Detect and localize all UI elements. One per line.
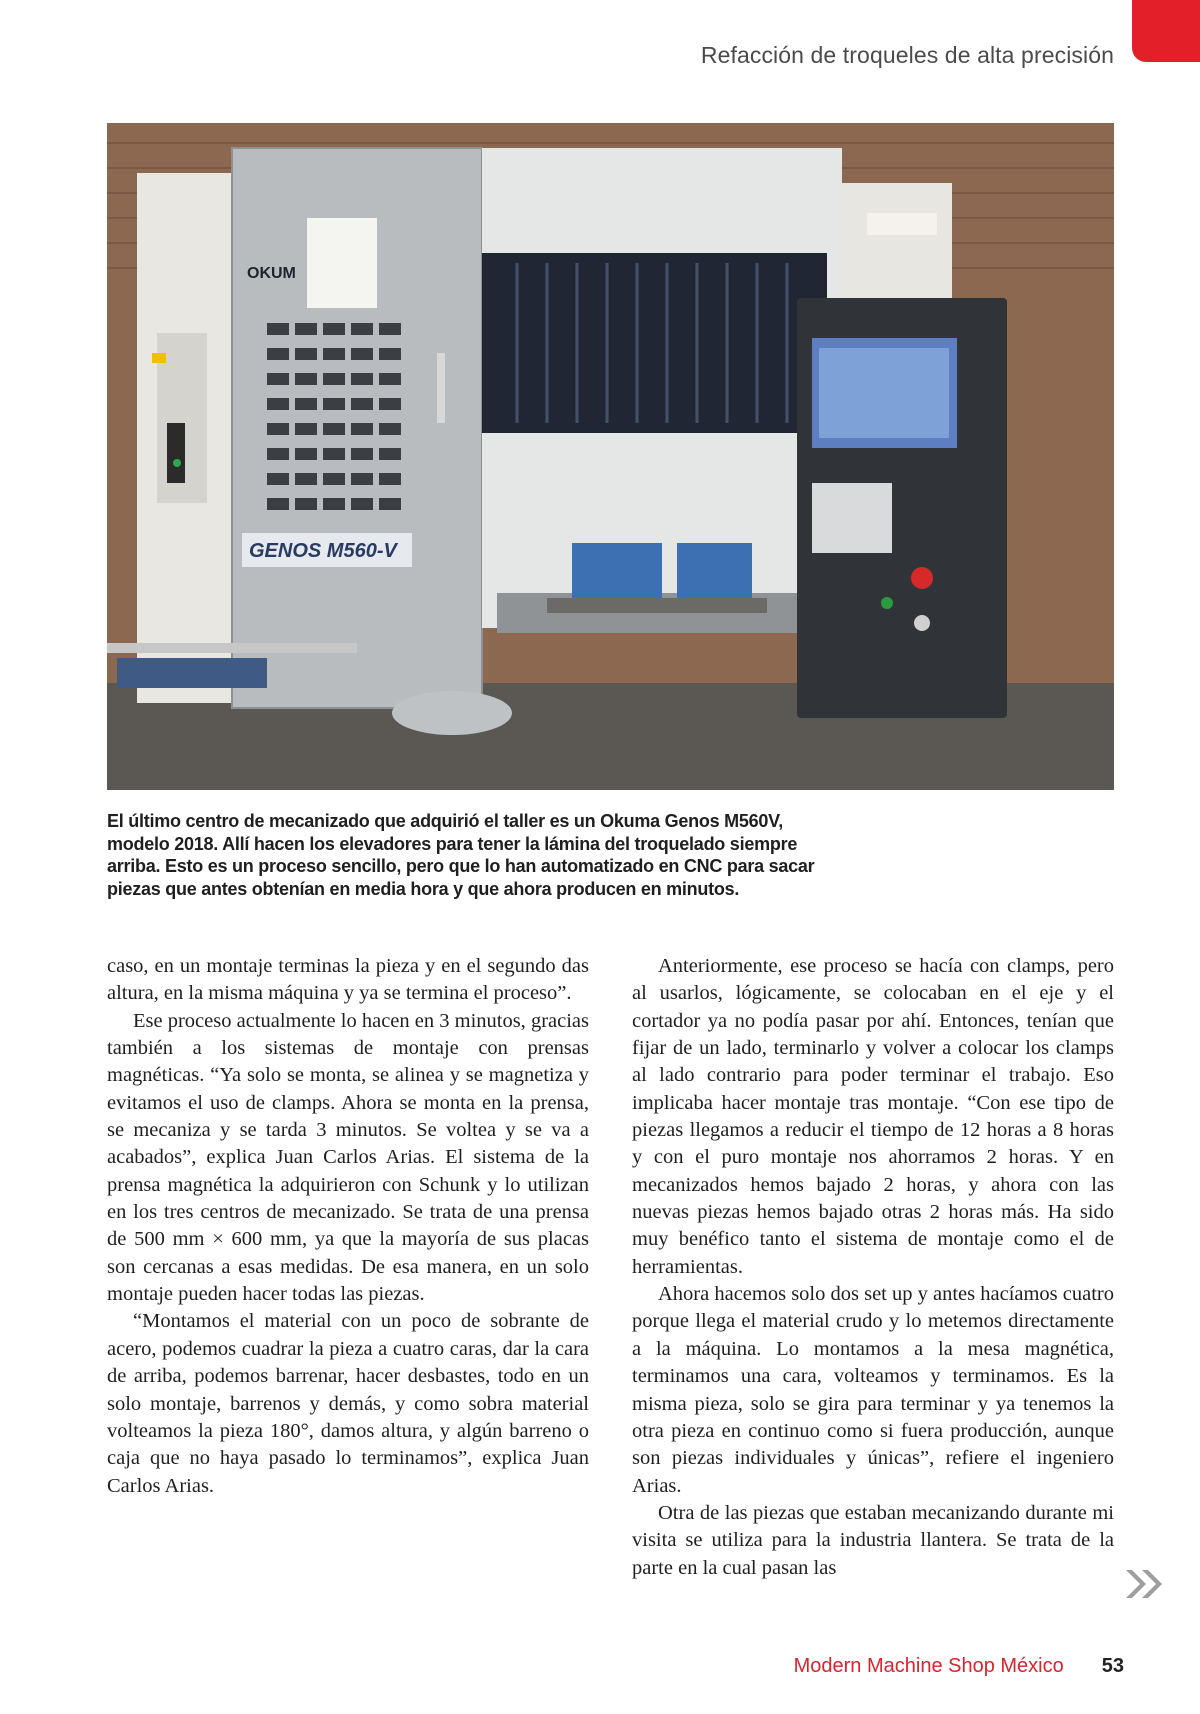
page-footer: [794, 1655, 1124, 1678]
paragraph: Ese proceso actualmente lo hacen en 3 minutos, gracias también a los sistemas de montaje con prensas magnéticas. “Ya solo se monta, se alinea y se magnetiza y evitamos el uso de clamps. Ahora se monta en la prensa, se mecaniza y se tarda 3 minutos. Se voltea y se va a acabados”, explica Juan Carlos Arias. El sistema de la prensa magnética la adquirieron con Schunk y lo utilizan en los tres centros de mecanizado. Se trata de una prensa de 500 mm × 600 mm, ya que la mayoría de sus placas son cercanas a esas medidas. De esa manera, en un solo montaje pueden hacer todas las piezas.: [107, 1009, 589, 1306]
paragraph: “Montamos el material con un poco de sobrante de acero, podemos cuadrar la pieza a cuatro caras, dar la cara de arriba, podemos barrenar, hacer desbastes, todo en un solo montaje, barrenos y demás, y como sobra material volteamos la pieza 180°, damos altura, y algún barreno o caja que no haya pasado lo terminamos”, explica Juan Carlos Arias.: [107, 1310, 589, 1497]
paragraph: Ahora hacemos solo dos set up y antes hacíamos cuatro porque llega el material crudo y lo metemos directamente a la máquina. Lo montamos a la mesa magnética, terminamos una cara, volteamos y terminamos. Es la misma pieza, solo se gira para terminar y ya tenemos la otra pieza en continuo como si fuera producción, aunque son piezas individuales y únicas”, refiere el ingeniero Arias.: [632, 1283, 1115, 1497]
body-column-left: [107, 953, 589, 1500]
article-photo: [107, 123, 1114, 790]
paragraph: Anteriormente, ese proceso se hacía con clamps, pero al usarlos, lógicamente, se colocaban en el eje y el cortador ya no podía pasar por ahí. Entonces, tenían que fijar de un lado, terminarlo y volver a colocar los clamps al lado contrario para poder terminar el trabajo. Eso implicaba hacer montaje tras montaje. “Con ese tipo de piezas llegamos a reducir el tiempo de 12 horas a 8 horas y con el puro montaje nos ahorramos 2 horas. Y en mecanizados hemos bajado 2 horas, y ahora con las nuevas piezas hemos bajado otras 2 horas más. Ha sido muy benéfico tanto el sistema de montaje como el de herramientas.: [632, 955, 1114, 1278]
figure-caption: El último centro de mecanizado que adquirió el taller es un Okuma Genos M560V, modelo 2018. Allí hacen los elevadores para tener la lámina del troquelado siempre arriba. Esto es un proceso sencillo, pero que lo han automatizado en CNC para sacar piezas que antes obtenían en media hora y que ahora producen en minutos.: [107, 811, 815, 899]
paragraph: Otra de las piezas que estaban mecanizando durante mi visita se utiliza para la industria llantera. Se trata de la parte en la cual pasan las: [632, 1501, 1114, 1579]
machining-center-illustration: [107, 123, 1114, 790]
running-header-title: Refacción de troqueles de alta precisión: [700, 42, 1114, 68]
section-color-tab: [1132, 0, 1200, 62]
paragraph: caso, en un montaje terminas la pieza y en el segundo das altura, en la misma máquina y ya se termina el proceso”.: [107, 955, 589, 1005]
machine-model-label: GENOS M560-V: [249, 540, 397, 562]
magazine-name: Modern Machine Shop México: [793, 1655, 1064, 1677]
body-column-right: [632, 953, 1114, 1582]
machine-brand-label: OKUM: [247, 265, 296, 282]
continue-arrow-icon[interactable]: [1122, 1562, 1166, 1606]
page-number: 53: [1101, 1655, 1124, 1677]
